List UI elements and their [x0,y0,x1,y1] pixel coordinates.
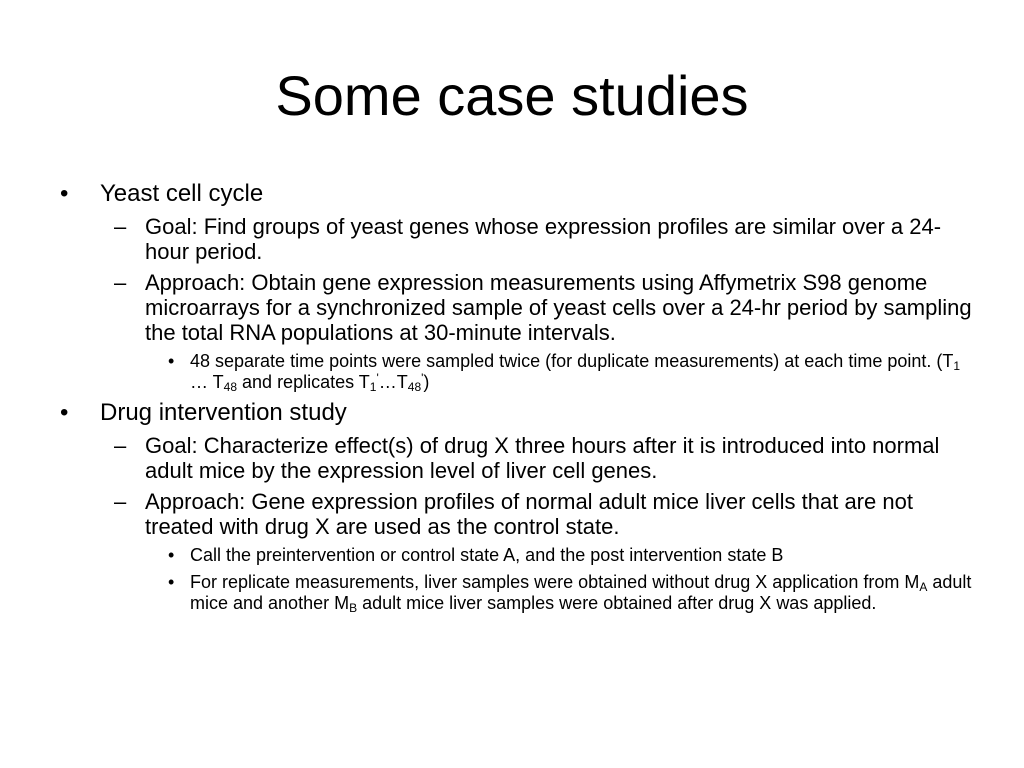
dash-marker: – [114,214,127,239]
bullet-marker: • [60,180,69,207]
text-part: For replicate measurements, liver samples were obtained without drug X application from M [190,572,920,592]
bullet-marker: • [168,545,175,565]
bullet-marker: • [168,572,175,592]
subscript: 1 [953,359,961,373]
sub-bullet-yeast-goal [60,214,980,264]
text-part: and replicates T [237,372,370,392]
bullet-marker: • [168,351,175,371]
superscript: ' [421,371,424,385]
slide-content [60,180,980,620]
dash-marker: – [114,433,127,458]
bullet-drug-intervention [60,399,980,427]
subscript: A [919,580,928,594]
subscript: B [349,601,358,615]
dash-marker: – [114,270,127,295]
bullet-text: Drug intervention study [100,399,347,426]
sub-bullet-drug-goal [60,433,980,483]
sub-bullet-text: Approach: Gene expression profiles of normal adult mice liver cells that are not treated with drug X are used as the control state. [145,489,913,539]
bullet-yeast-cell-cycle [60,180,980,208]
sub-bullet-drug-approach [60,489,980,539]
sub-bullet-yeast-approach [60,270,980,345]
sub-sub-bullet-replicates [60,572,980,614]
superscript: ' [376,371,379,385]
sub-bullet-text: Approach: Obtain gene expression measurements using Affymetrix S98 genome microarrays for a synchronized sample of yeast cells over a 24-hr period by sampling the total RNA populations at 30-minute intervals. [145,270,972,345]
subscript: 48 [407,380,422,394]
bullet-text: Yeast cell cycle [100,180,264,207]
slide-title: Some case studies [275,64,749,127]
sub-sub-bullet-text: Call the preintervention or control state A, and the post intervention state B [190,545,784,565]
sub-bullet-text: Goal: Find groups of yeast genes whose expression profiles are similar over a 24-hour period. [145,214,942,264]
text-part: adult mice and another M [190,572,972,613]
sub-sub-bullet-control-state [60,545,980,566]
text-part: adult mice liver samples were obtained after drug X was applied. [357,593,877,613]
text-part: ) [423,372,430,392]
bullet-marker: • [60,399,69,426]
text-part: … T [190,372,224,392]
subscript: 48 [223,380,238,394]
text-part: 48 separate time points were sampled twice (for duplicate measurements) at each time point. (T [190,351,954,371]
dash-marker: – [114,489,127,514]
text-part: …T [378,372,408,392]
sub-sub-bullet-time-points [60,351,980,393]
subscript: 1 [369,380,377,394]
sub-bullet-text: Goal: Characterize effect(s) of drug X three hours after it is introduced into normal adult mice by the expression level of liver cell genes. [145,433,940,483]
